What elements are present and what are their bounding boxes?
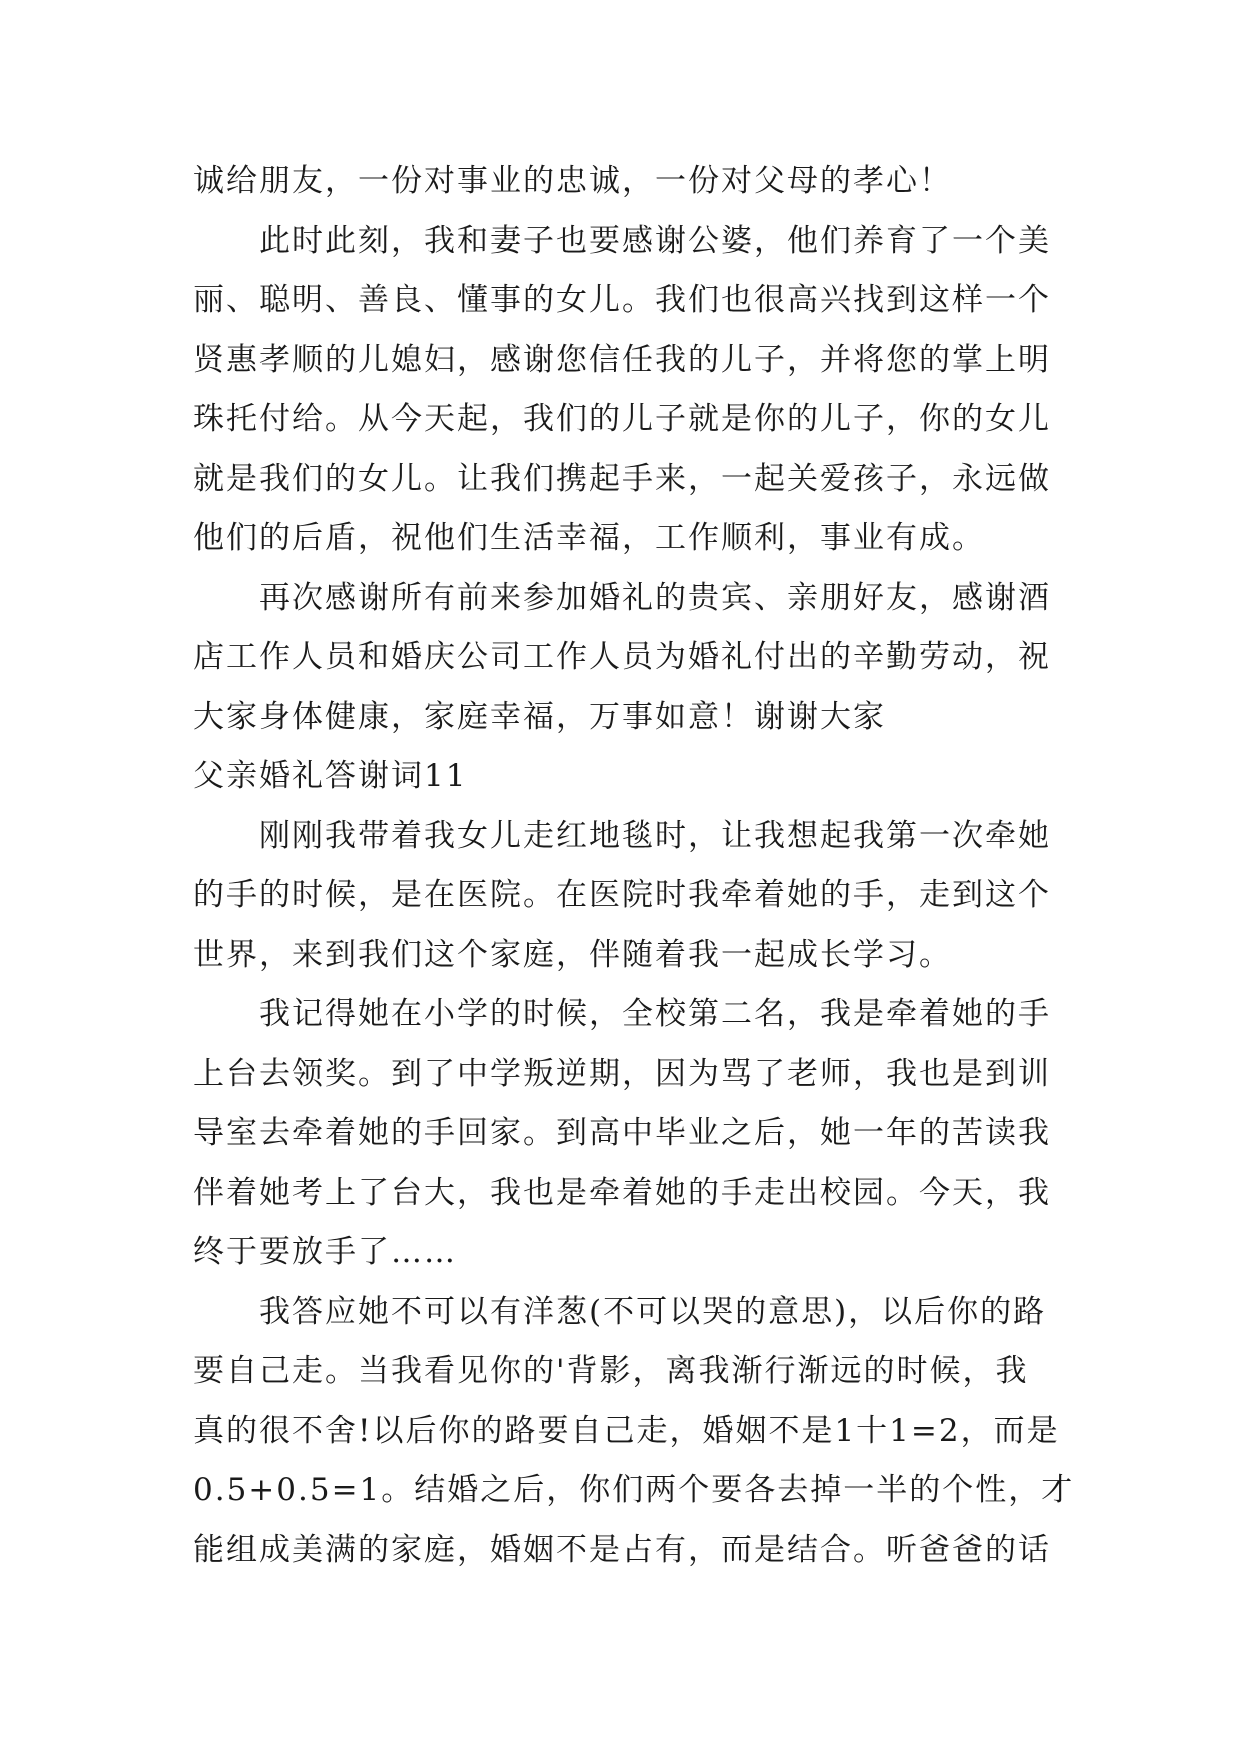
text-line: 大家身体健康，家庭幸福，万事如意！谢谢大家 <box>193 698 886 735</box>
section-heading: 父亲婚礼答谢词11 <box>193 758 468 794</box>
text-line: 刚刚我带着我女儿走红地毯时，让我想起我第一次牵她 <box>259 817 1051 854</box>
text-line: 诚给朋友，一份对事业的忠诚，一份对父母的孝心！ <box>193 163 952 199</box>
text-line: 珠托付给。从今天起，我们的儿子就是你的儿子，你的女儿 <box>193 401 1051 437</box>
text-line: 终于要放手了…… <box>193 1234 457 1270</box>
text-line: 世界，来到我们这个家庭，伴随着我一起成长学习。 <box>193 936 952 973</box>
text-line: 再次感谢所有前来参加婚礼的贵宾、亲朋好友，感谢酒 <box>259 579 1051 616</box>
text-line: 他们的后盾，祝他们生活幸福，工作顺利，事业有成。 <box>193 520 985 556</box>
text-line: 店工作人员和婚庆公司工作人员为婚礼付出的辛勤劳动，祝 <box>193 639 1051 675</box>
text-line: 丽、聪明、善良、懂事的女儿。我们也很高兴找到这样一个 <box>193 282 1051 318</box>
text-line: 上台去领奖。到了中学叛逆期，因为骂了老师，我也是到训 <box>193 1055 1051 1092</box>
text-line: 伴着她考上了台大，我也是牵着她的手走出校园。今天，我 <box>193 1174 1051 1211</box>
text-line: 我答应她不可以有洋葱(不可以哭的意思)，以后你的路 <box>259 1293 1047 1330</box>
text-line: 0.5+0.5=1。结婚之后，你们两个要各去掉一半的个性，才 <box>193 1472 1075 1508</box>
text-line: 此时此刻，我和妻子也要感谢公婆，他们养育了一个美 <box>259 222 1051 259</box>
text-line: 能组成美满的家庭，婚姻不是占有，而是结合。听爸爸的话 <box>193 1531 1051 1568</box>
text-line: 真的很不舍!以后你的路要自己走，婚姻不是1十1=2，而是 <box>193 1412 1060 1449</box>
text-line: 就是我们的女儿。让我们携起手来，一起关爱孩子，永远做 <box>193 460 1051 497</box>
text-line: 导室去牵着她的手回家。到高中毕业之后，她一年的苦读我 <box>193 1115 1051 1151</box>
text-line: 要自己走。当我看见你的'背影，离我渐行渐远的时候，我 <box>193 1353 1029 1389</box>
text-line: 我记得她在小学的时候，全校第二名，我是牵着她的手 <box>259 996 1051 1032</box>
text-line: 的手的时候，是在医院。在医院时我牵着她的手，走到这个 <box>193 877 1051 913</box>
document-body <box>193 152 1075 1580</box>
text-line: 贤惠孝顺的儿媳妇，感谢您信任我的儿子，并将您的掌上明 <box>193 341 1051 378</box>
